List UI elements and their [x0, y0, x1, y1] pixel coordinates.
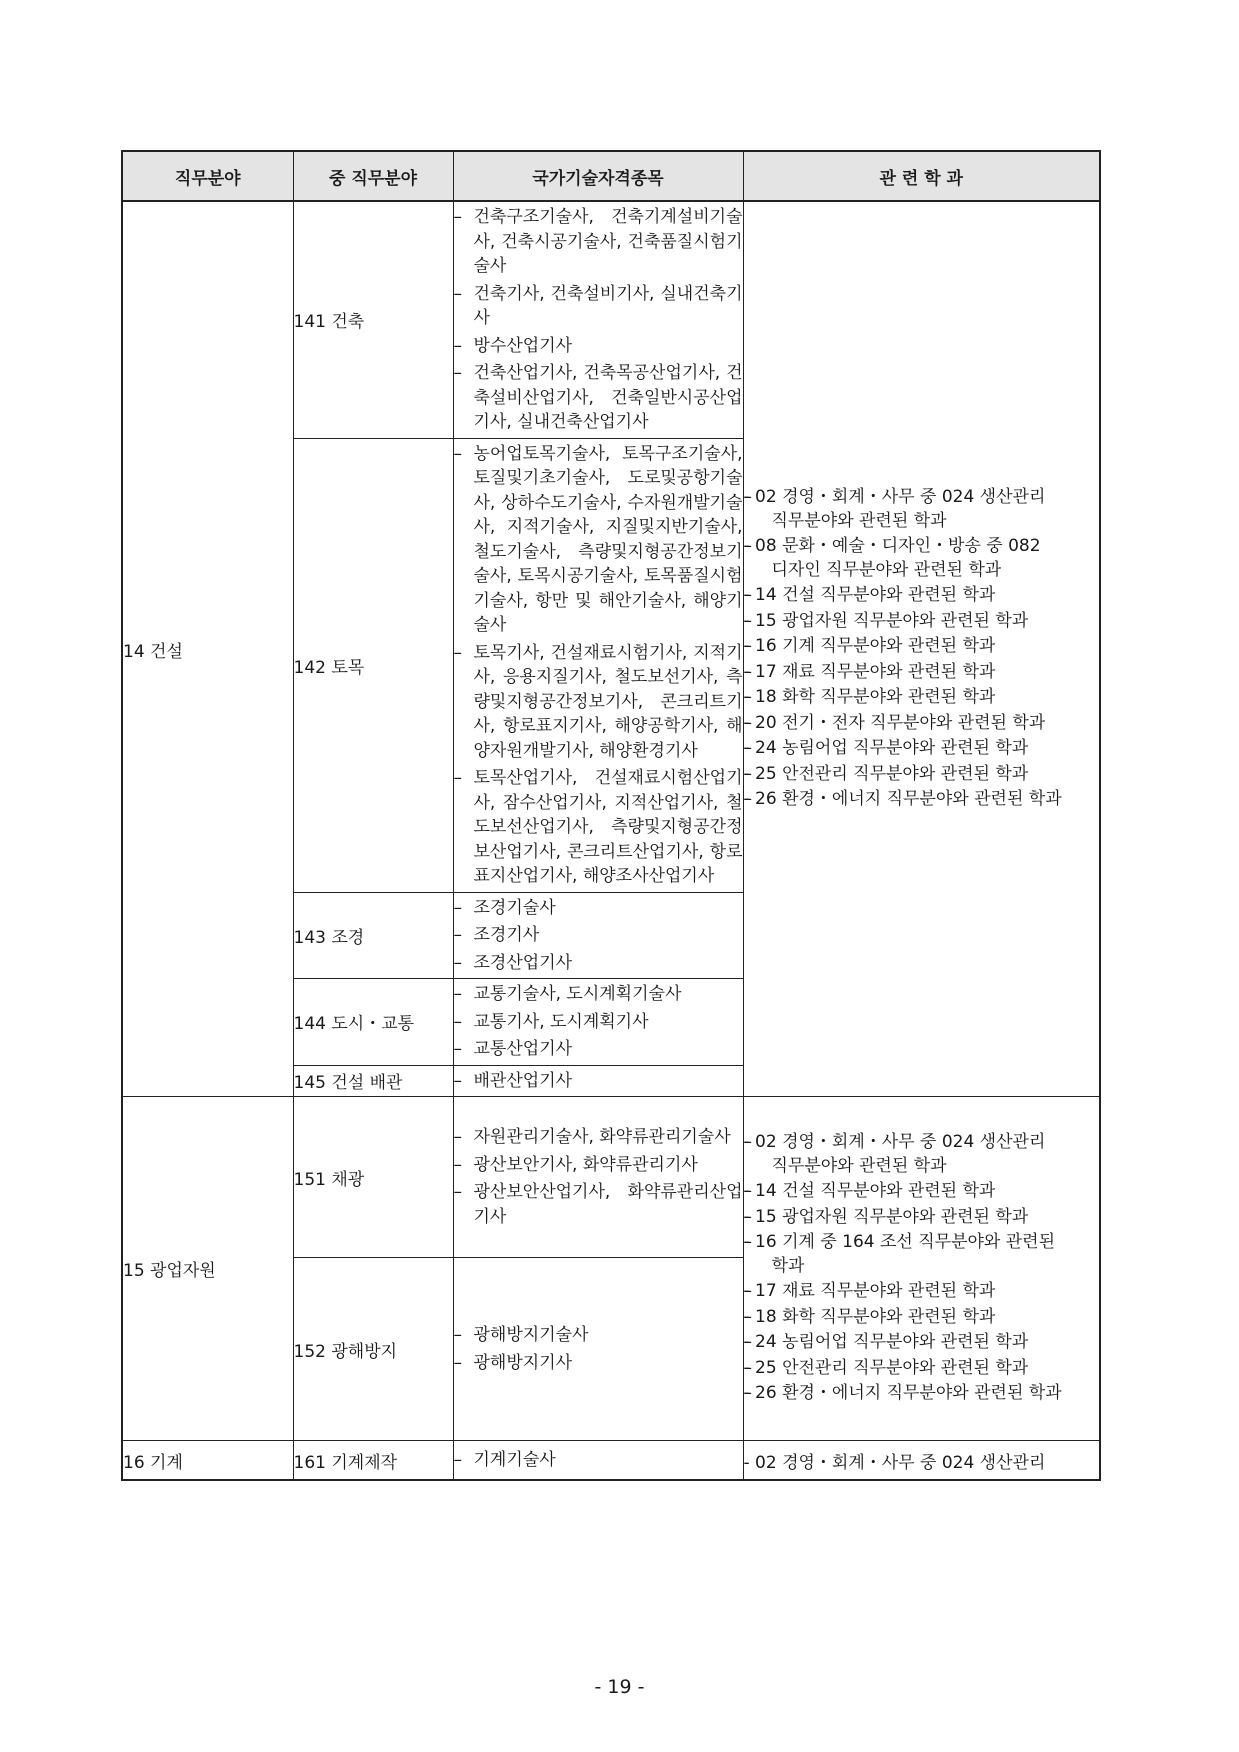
qualification-cell	[453, 1065, 743, 1097]
list-item: – - 15 광업자원 직무분야와 관련된 학과	[744, 610, 1100, 634]
subfield-cell: 143 조경	[293, 892, 453, 979]
list-item: – 광해방지기사	[454, 1351, 743, 1376]
list-item: – 광산보안산업기사, 화약류관리산업기사	[454, 1180, 743, 1229]
list-item: – 건축구조기술사, 건축기계설비기술사, 건축시공기술사, 건축품질시험기술사	[454, 205, 743, 279]
list-item: – 교통산업기사	[454, 1037, 743, 1062]
list-item: - 02 경영・회계・사무 중 024 생산관리	[743, 1452, 1046, 1473]
qualification-cell	[453, 979, 743, 1066]
qualification-cell	[453, 1441, 743, 1481]
list-item: – 토목기사, 건설재료시험기사, 지적기사, 응용지질기사, 철도보선기사, 측량및지형공간정보기사, 콘크리트기사, 항로표지기사, 해양공학기사, 해양자원개발기사, 해양환경기사	[454, 641, 743, 764]
field-cell: 16 기계	[122, 1441, 293, 1481]
header-related-dept: 관 련 학 과	[743, 151, 1100, 201]
list-item: – - 24 농림어업 직무분야와 관련된 학과	[744, 1331, 1100, 1355]
list-item: – 농어업토목기술사, 토목구조기술사, 토질및기초기술사, 도로및공항기술사, 상하수도기술사, 수자원개발기술사, 지적기술사, 지질및지반기술사, 철도기술사, 측량및지형공간정보기술사, 토목시공기술사, 토목품질시험기술사, 항만 및 해안기술사, 해양기술사	[454, 442, 743, 638]
related-dept-cell	[743, 1441, 1100, 1481]
list-item: – 기계기술사	[454, 1448, 743, 1473]
list-item: – - 25 안전관리 직무분야와 관련된 학과	[744, 763, 1100, 787]
related-dept-cell	[743, 201, 1100, 1097]
subfield-cell: 141 건축	[293, 201, 453, 438]
list-item: – - 26 환경・에너지 직무분야와 관련된 학과	[744, 788, 1100, 812]
list-item: – - 02 경영・회계・사무 중 024 생산관리 직무분야와 관련된 학과	[744, 486, 1100, 533]
list-item: – 교통기술사, 도시계획기술사	[454, 982, 743, 1007]
header-row	[122, 151, 1100, 201]
header-field: 직무분야	[122, 151, 293, 201]
list-item: – 건축산업기사, 건축목공산업기사, 건축설비산업기사, 건축일반시공산업기사, 실내건축산업기사	[454, 361, 743, 435]
subfield-cell: 142 토목	[293, 438, 453, 892]
subfield-cell: 161 기계제작	[293, 1441, 453, 1481]
subfield-cell: 151 채광	[293, 1097, 453, 1258]
list-item: – - 17 재료 직무분야와 관련된 학과	[744, 661, 1100, 685]
list-item: – - 20 전기・전자 직무분야와 관련된 학과	[744, 712, 1100, 736]
list-item: – - 16 기계 직무분야와 관련된 학과	[744, 635, 1100, 659]
list-item: – - 15 광업자원 직무분야와 관련된 학과	[744, 1206, 1100, 1230]
list-item: – 교통기사, 도시계획기사	[454, 1010, 743, 1035]
list-item: – 조경산업기사	[454, 951, 743, 976]
list-item: – - 14 건설 직무분야와 관련된 학과	[744, 1180, 1100, 1204]
list-item: – - 17 재료 직무분야와 관련된 학과	[744, 1280, 1100, 1304]
qualification-cell	[453, 201, 743, 438]
list-item: – - 08 문화・예술・디자인・방송 중 082 디자인 직무분야와 관련된 학과	[744, 535, 1100, 582]
subfield-cell: 152 광해방지	[293, 1258, 453, 1441]
table-row	[122, 201, 1100, 438]
list-item: – - 24 농림어업 직무분야와 관련된 학과	[744, 737, 1100, 761]
page-number: - 19 -	[594, 1676, 645, 1698]
field-cell: 14 건설	[122, 201, 293, 1097]
list-item: – 토목산업기사, 건설재료시험산업기사, 잠수산업기사, 지적산업기사, 철도보선산업기사, 측량및지형공간정보산업기사, 콘크리트산업기사, 항로표지산업기사, 해양조사산업기사	[454, 766, 743, 889]
header-qualification: 국가기술자격종목	[453, 151, 743, 201]
list-item: – 광해방지기술사	[454, 1323, 743, 1348]
list-item: – - 18 화학 직무분야와 관련된 학과	[744, 1306, 1100, 1330]
header-subfield: 중 직무분야	[293, 151, 453, 201]
qualification-table	[121, 150, 1101, 1481]
qualification-cell	[453, 1097, 743, 1258]
list-item: – - 02 경영・회계・사무 중 024 생산관리 직무분야와 관련된 학과	[744, 1131, 1100, 1178]
list-item: – - 16 기계 중 164 조선 직무분야와 관련된 학과	[744, 1231, 1100, 1278]
qualification-cell	[453, 438, 743, 892]
related-dept-cell	[743, 1097, 1100, 1441]
field-cell: 15 광업자원	[122, 1097, 293, 1441]
list-item: – - 18 화학 직무분야와 관련된 학과	[744, 686, 1100, 710]
table-row	[122, 1441, 1100, 1481]
list-item: – 배관산업기사	[454, 1069, 743, 1094]
list-item: – - 25 안전관리 직무분야와 관련된 학과	[744, 1357, 1100, 1381]
list-item: – 광산보안기사, 화약류관리기사	[454, 1153, 743, 1178]
qualification-cell	[453, 892, 743, 979]
table-row	[122, 1097, 1100, 1258]
list-item: – 자원관리기술사, 화약류관리기술사	[454, 1125, 743, 1150]
list-item: – 방수산업기사	[454, 334, 743, 359]
subfield-cell: 144 도시・교통	[293, 979, 453, 1066]
list-item: – - 14 건설 직무분야와 관련된 학과	[744, 584, 1100, 608]
list-item: – 건축기사, 건축설비기사, 실내건축기사	[454, 282, 743, 331]
list-item: – - 26 환경・에너지 직무분야와 관련된 학과	[744, 1382, 1100, 1406]
qualification-cell	[453, 1258, 743, 1441]
list-item: – 조경기사	[454, 923, 743, 948]
list-item: – 조경기술사	[454, 896, 743, 921]
subfield-cell: 145 건설 배관	[293, 1065, 453, 1097]
